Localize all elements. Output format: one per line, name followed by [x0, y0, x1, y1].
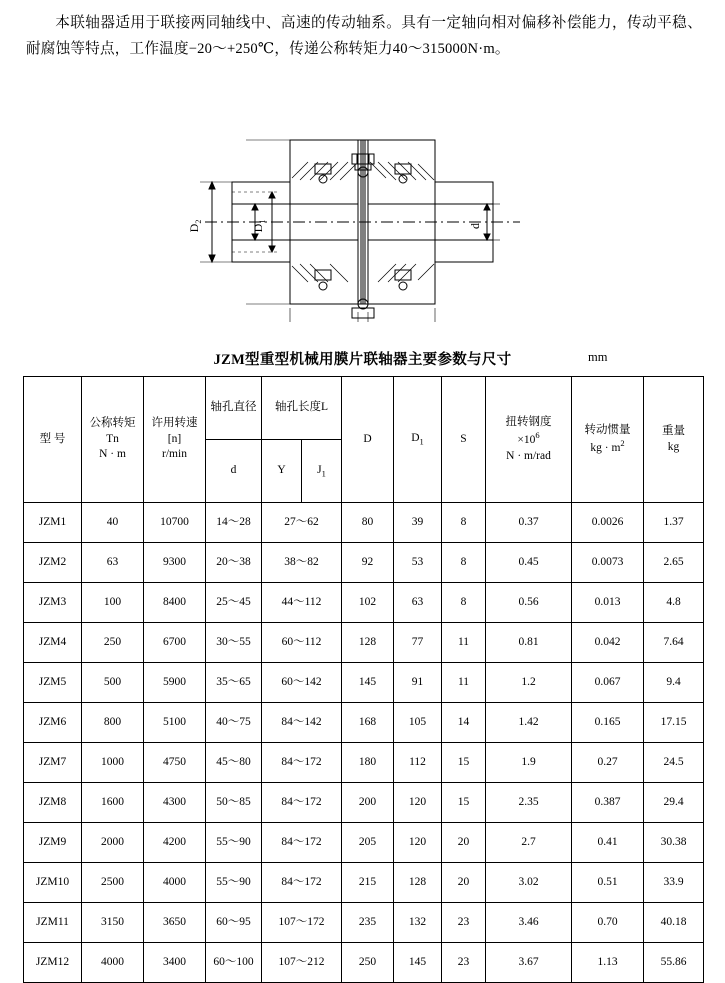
cell-D: 250: [342, 943, 394, 983]
header-stiffness-l3: N · m/rad: [506, 449, 551, 462]
cell-D: 200: [342, 783, 394, 823]
cell-torque: 2500: [82, 863, 144, 903]
table-row: [24, 743, 704, 783]
cell-weight: 17.15: [644, 703, 704, 743]
cell-inertia: 0.042: [572, 623, 644, 663]
cell-inertia: 0.387: [572, 783, 644, 823]
cell-D: 235: [342, 903, 394, 943]
cell-speed: 4200: [144, 823, 206, 863]
cell-inertia: 0.0073: [572, 543, 644, 583]
cell-bore_d: 35～65: [206, 663, 262, 703]
cell-D: 215: [342, 863, 394, 903]
cell-torque: 2000: [82, 823, 144, 863]
header-inertia-l1: 转动惯量: [584, 423, 631, 436]
cell-model: JZM11: [24, 903, 82, 943]
cell-model: JZM5: [24, 663, 82, 703]
cell-bore_len: 84～172: [262, 743, 342, 783]
cell-model: JZM8: [24, 783, 82, 823]
header-stiffness-l1: 扭转钢度: [505, 415, 552, 428]
cell-model: JZM12: [24, 943, 82, 983]
cell-stiffness: 1.9: [486, 743, 572, 783]
table-unit-label: mm: [588, 350, 608, 364]
cell-stiffness: 1.42: [486, 703, 572, 743]
cell-torque: 40: [82, 503, 144, 543]
cell-stiffness: 0.81: [486, 623, 572, 663]
cell-S: 20: [442, 823, 486, 863]
cell-inertia: 0.27: [572, 743, 644, 783]
cell-D1: 112: [394, 743, 442, 783]
table-row: [24, 503, 704, 543]
table-row: [24, 783, 704, 823]
cell-inertia: 0.067: [572, 663, 644, 703]
header-torque-l1: 公称转矩: [89, 417, 136, 430]
cell-torque: 4000: [82, 943, 144, 983]
header-S: S: [442, 377, 486, 503]
cell-model: JZM3: [24, 583, 82, 623]
cell-inertia: 0.70: [572, 903, 644, 943]
cell-speed: 8400: [144, 583, 206, 623]
cell-bore_d: 40～75: [206, 703, 262, 743]
header-bore-len-Y: Y: [262, 440, 302, 503]
cell-bore_d: 45～80: [206, 743, 262, 783]
cell-speed: 3400: [144, 943, 206, 983]
cell-torque: 100: [82, 583, 144, 623]
cell-D1: 132: [394, 903, 442, 943]
cell-weight: 9.4: [644, 663, 704, 703]
cell-model: JZM1: [24, 503, 82, 543]
cell-S: 15: [442, 783, 486, 823]
cell-bore_d: 25～45: [206, 583, 262, 623]
header-inertia-l2: kg · $m^2$: [590, 438, 625, 454]
cell-S: 20: [442, 863, 486, 903]
cell-weight: 7.64: [644, 623, 704, 663]
cell-bore_d: 50～85: [206, 783, 262, 823]
cell-S: 11: [442, 663, 486, 703]
cell-torque: 250: [82, 623, 144, 663]
cell-bore_len: 60～142: [262, 663, 342, 703]
cell-D: 128: [342, 623, 394, 663]
header-stiffness-l2: $\times 10^6$: [517, 430, 540, 447]
cell-inertia: 0.165: [572, 703, 644, 743]
coupling-drawing: [0, 72, 725, 322]
cell-bore_d: 20～38: [206, 543, 262, 583]
header-weight-l1: 重量: [662, 424, 685, 437]
header-speed-l1: 许用转速: [151, 417, 198, 430]
header-D1: $D_1$: [394, 377, 442, 503]
cell-D1: 105: [394, 703, 442, 743]
cell-S: 8: [442, 543, 486, 583]
cell-bore_d: 55～90: [206, 863, 262, 903]
cell-weight: 30.38: [644, 823, 704, 863]
cell-weight: 33.9: [644, 863, 704, 903]
header-weight-l2: kg: [667, 440, 680, 453]
cell-torque: 3150: [82, 903, 144, 943]
parameters-table: [23, 376, 704, 983]
cell-D: 102: [342, 583, 394, 623]
cell-D1: 77: [394, 623, 442, 663]
cell-bore_len: 84～142: [262, 703, 342, 743]
header-speed-l3: r/min: [162, 448, 187, 461]
cell-stiffness: 0.37: [486, 503, 572, 543]
cell-D1: 53: [394, 543, 442, 583]
cell-stiffness: 2.7: [486, 823, 572, 863]
cell-S: 8: [442, 583, 486, 623]
cell-speed: 5100: [144, 703, 206, 743]
cell-S: 11: [442, 623, 486, 663]
table-row: [24, 863, 704, 903]
cell-weight: 24.5: [644, 743, 704, 783]
cell-speed: 3650: [144, 903, 206, 943]
cell-model: JZM9: [24, 823, 82, 863]
cell-inertia: 0.013: [572, 583, 644, 623]
table-row: [24, 943, 704, 983]
table-row: [24, 543, 704, 583]
cell-bore_len: 107～172: [262, 903, 342, 943]
cell-bore_len: 38～82: [262, 543, 342, 583]
cell-stiffness: 3.67: [486, 943, 572, 983]
cell-bore_d: 55～90: [206, 823, 262, 863]
header-bore-len-J1: $J_1$: [302, 440, 342, 503]
cell-speed: 10700: [144, 503, 206, 543]
cell-torque: 63: [82, 543, 144, 583]
cell-model: JZM2: [24, 543, 82, 583]
cell-speed: 4000: [144, 863, 206, 903]
table-header-row: [24, 377, 704, 440]
cell-model: JZM6: [24, 703, 82, 743]
cell-torque: 1000: [82, 743, 144, 783]
cell-speed: 6700: [144, 623, 206, 663]
header-model: 型 号: [24, 377, 82, 503]
cell-S: 23: [442, 903, 486, 943]
cell-D1: 120: [394, 783, 442, 823]
header-speed: [144, 377, 206, 503]
header-inertia: [572, 377, 644, 503]
header-D: D: [342, 377, 394, 503]
cell-D: 205: [342, 823, 394, 863]
cell-D: 145: [342, 663, 394, 703]
cell-D1: 145: [394, 943, 442, 983]
intro-paragraph: 本联轴器适用于联接两同轴线中、高速的传动轴系。具有一定轴向相对偏移补偿能力，传动平稳、耐腐蚀等特点，工作温度−20～+250℃，传递公称转矩力40～315000N·m。: [26, 15, 702, 57]
cell-bore_len: 27～62: [262, 503, 342, 543]
cell-torque: 1600: [82, 783, 144, 823]
cell-bore_len: 44～112: [262, 583, 342, 623]
cell-speed: 9300: [144, 543, 206, 583]
header-weight: [644, 377, 704, 503]
table-row: [24, 703, 704, 743]
cell-D: 92: [342, 543, 394, 583]
cell-D: 168: [342, 703, 394, 743]
header-stiffness: [486, 377, 572, 503]
cell-torque: 500: [82, 663, 144, 703]
cell-S: 15: [442, 743, 486, 783]
dim-label-D1: $D_1$: [251, 219, 267, 233]
cell-weight: 40.18: [644, 903, 704, 943]
cell-bore_d: 30～55: [206, 623, 262, 663]
header-torque-l3: N · m: [99, 448, 126, 461]
cell-inertia: 1.13: [572, 943, 644, 983]
cell-inertia: 0.51: [572, 863, 644, 903]
table-caption: JZM型重型机械用膜片联轴器主要参数与尺寸: [213, 352, 512, 368]
cell-weight: 1.37: [644, 503, 704, 543]
table-row: [24, 663, 704, 703]
header-torque-l2: Tn: [106, 432, 119, 445]
cell-S: 23: [442, 943, 486, 983]
cell-speed: 5900: [144, 663, 206, 703]
cell-D: 80: [342, 503, 394, 543]
cell-stiffness: 3.02: [486, 863, 572, 903]
cell-bore_d: 60～95: [206, 903, 262, 943]
header-torque: [82, 377, 144, 503]
cell-bore_len: 84～172: [262, 783, 342, 823]
cell-model: JZM4: [24, 623, 82, 663]
cell-bore_d: 14～28: [206, 503, 262, 543]
cell-model: JZM7: [24, 743, 82, 783]
cell-S: 8: [442, 503, 486, 543]
header-bore-d-top: 轴孔直径: [206, 377, 262, 440]
cell-D1: 63: [394, 583, 442, 623]
cell-bore_len: 107～212: [262, 943, 342, 983]
cell-bore_len: 84～172: [262, 823, 342, 863]
cell-S: 14: [442, 703, 486, 743]
dim-label-d: d: [468, 223, 482, 229]
header-bore-d-sub: d: [206, 440, 262, 503]
header-speed-l2: [n]: [167, 432, 182, 445]
cell-speed: 4750: [144, 743, 206, 783]
table-row: [24, 823, 704, 863]
cell-weight: 2.65: [644, 543, 704, 583]
cell-bore_len: 60～112: [262, 623, 342, 663]
cell-D1: 39: [394, 503, 442, 543]
cell-weight: 4.8: [644, 583, 704, 623]
cell-torque: 800: [82, 703, 144, 743]
header-bore-len-top: 轴孔长度L: [262, 377, 342, 440]
cell-D1: 120: [394, 823, 442, 863]
cell-stiffness: 0.56: [486, 583, 572, 623]
cell-bore_d: 60～100: [206, 943, 262, 983]
cell-speed: 4300: [144, 783, 206, 823]
cell-D1: 91: [394, 663, 442, 703]
table-body: [24, 503, 704, 983]
cell-inertia: 0.0026: [572, 503, 644, 543]
cell-D: 180: [342, 743, 394, 783]
cell-stiffness: 1.2: [486, 663, 572, 703]
cell-model: JZM10: [24, 863, 82, 903]
table-row: [24, 903, 704, 943]
dim-label-D2: $D_2$: [187, 219, 203, 233]
cell-stiffness: 2.35: [486, 783, 572, 823]
table-row: [24, 623, 704, 663]
cell-bore_len: 84～172: [262, 863, 342, 903]
cell-D1: 128: [394, 863, 442, 903]
table-row: [24, 583, 704, 623]
cell-stiffness: 3.46: [486, 903, 572, 943]
cell-inertia: 0.41: [572, 823, 644, 863]
cell-weight: 29.4: [644, 783, 704, 823]
cell-weight: 55.86: [644, 943, 704, 983]
cell-stiffness: 0.45: [486, 543, 572, 583]
